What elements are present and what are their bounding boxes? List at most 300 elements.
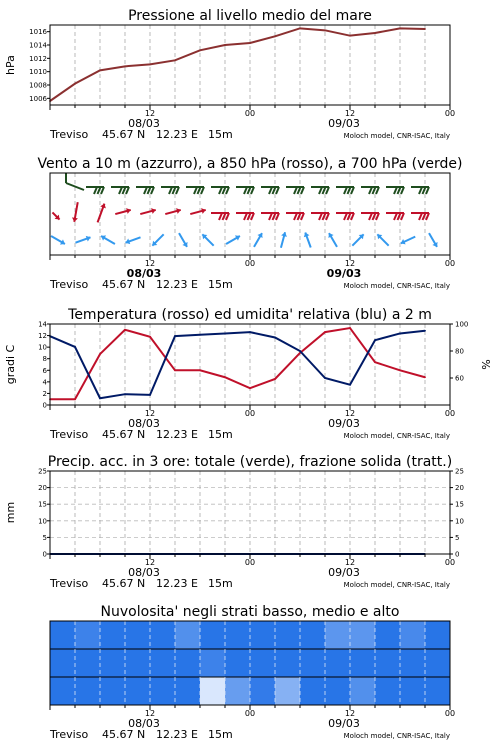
barb-flag [276, 213, 279, 220]
barb-flag [394, 187, 397, 194]
location-alt: 15m [208, 128, 233, 141]
cloud-cell-basso [75, 677, 100, 705]
chart-title-4: Precip. acc. in 3 ore: totale (verde), frazione solida (tratt.) [47, 454, 453, 470]
barb-flag [176, 187, 179, 194]
arrow-850-hpa [52, 212, 59, 219]
data-point [199, 49, 201, 51]
cloud-cell-basso [375, 677, 400, 705]
barb-flag [369, 187, 372, 194]
barb-flag [148, 187, 151, 194]
y-tick-label: 5 [42, 533, 47, 542]
arrow-10-m [101, 235, 115, 244]
y-tick-label: 15 [455, 500, 464, 509]
precip-y-axis-right [450, 468, 464, 559]
date-label: 09/03 [328, 717, 360, 730]
location-lat: 45.67 N [102, 577, 146, 590]
location-lat: 45.67 N [102, 278, 146, 291]
arrow-850-hpa [190, 208, 205, 214]
cloud-cell-alto [300, 621, 325, 649]
precip-y-label: mm [4, 501, 17, 524]
cloud-cell-medio [250, 649, 275, 677]
barb-flag [369, 213, 372, 220]
hour-label: 12 [144, 409, 156, 418]
barb-flag [419, 213, 422, 220]
barb-850-hpa [386, 213, 404, 220]
barb-flag [376, 187, 379, 194]
barb-700-hpa [186, 187, 204, 194]
arrow-10-m [401, 237, 416, 245]
hour-label: 00 [244, 109, 256, 118]
hour-label: 12 [344, 259, 356, 268]
y-tick-label: 25 [455, 467, 464, 476]
y-tick-label: 0 [455, 550, 460, 559]
cloud-cell-medio [125, 649, 150, 677]
barb-700-hpa [86, 187, 104, 194]
cloud-cell-alto [125, 621, 150, 649]
barb-flag [269, 213, 272, 220]
data-point [124, 393, 126, 395]
barb-700-hpa [111, 187, 129, 194]
barb-flag [126, 187, 129, 194]
hour-label: 00 [444, 109, 456, 118]
barb-flag [426, 187, 429, 194]
barb-700-hpa [311, 187, 329, 194]
arrow-10-m [51, 236, 65, 245]
cloud-cell-basso [275, 677, 300, 705]
cloud-cell-alto [75, 621, 100, 649]
cloud-cell-medio [50, 649, 75, 677]
model-credit: Moloch model, CNR-ISAC, Italy [343, 732, 450, 740]
cloud-cell-basso [125, 677, 150, 705]
data-point [224, 44, 226, 46]
cloud-cell-basso [50, 677, 75, 705]
barb-700-hpa [236, 187, 254, 194]
date-label: 09/03 [328, 417, 360, 430]
y-tick-label: 0 [42, 550, 47, 559]
barb-flag [223, 187, 226, 194]
cloud-cell-alto [400, 621, 425, 649]
location-name: Treviso [50, 577, 89, 590]
data-point [324, 377, 326, 379]
data-point [349, 384, 351, 386]
cloud-cell-basso [300, 677, 325, 705]
cloud-cell-alto [425, 621, 450, 649]
barb-flag [98, 187, 101, 194]
cloud-cell-medio [150, 649, 175, 677]
y-tick-label: 80 [455, 347, 464, 356]
vertical-gridlines [75, 25, 425, 105]
barb-flag [169, 187, 172, 194]
barb-850-hpa [311, 213, 329, 220]
location-alt: 15m [208, 577, 233, 590]
barb-700-hpa [261, 187, 279, 194]
arrow-850-hpa [140, 208, 155, 214]
date-label: 08/03 [128, 566, 160, 579]
arrow-850-hpa [165, 208, 180, 214]
hour-label: 12 [144, 259, 156, 268]
arrow-10-m [352, 234, 363, 245]
data-point [74, 83, 76, 85]
y-tick-label: 14 [38, 320, 47, 329]
barb-flag [326, 187, 329, 194]
data-point [99, 353, 101, 355]
cloud-cell-alto [100, 621, 125, 649]
location-lat: 45.67 N [102, 428, 146, 441]
hour-label: 00 [444, 709, 456, 718]
location-name: Treviso [50, 428, 89, 441]
barb-flag [123, 187, 126, 194]
arrow-10-m [281, 232, 287, 247]
pressure-line [50, 28, 425, 101]
barb-flag [398, 187, 401, 194]
hour-label: 12 [344, 109, 356, 118]
barb-flag [276, 187, 279, 194]
y-tick-label: 8 [42, 355, 47, 364]
cloud-cell-alto [325, 621, 350, 649]
wind-barbs [51, 173, 438, 248]
y-tick-label: 0 [42, 401, 47, 410]
cloud-cell-medio [200, 649, 225, 677]
time-axis-4 [49, 554, 455, 590]
humidity-y-label: % [480, 359, 493, 370]
cloud-cell-medio [350, 649, 375, 677]
cloud-cell-alto [200, 621, 225, 649]
y-tick-label: 100 [455, 320, 469, 329]
location-lat: 45.67 N [102, 728, 146, 741]
cloud-cell-medio [300, 649, 325, 677]
hour-label: 00 [244, 409, 256, 418]
cloud-cell-medio [400, 649, 425, 677]
barb-flag [101, 187, 104, 194]
y-tick-label: 60 [455, 374, 464, 383]
hour-label: 00 [244, 558, 256, 567]
y-tick-label: 1016 [29, 28, 47, 37]
y-tick-label: 12 [38, 332, 47, 341]
arrow-10-m [226, 235, 240, 244]
cloud-cell-medio [225, 649, 250, 677]
y-tick-label: 4 [42, 378, 47, 387]
hour-label: 00 [444, 259, 456, 268]
barb-flag [273, 187, 276, 194]
y-tick-label: 1010 [29, 68, 47, 77]
barb-850-hpa [211, 213, 229, 220]
data-point [324, 29, 326, 31]
hour-label: 00 [244, 709, 256, 718]
y-tick-label: 1014 [29, 41, 47, 50]
arrow-10-m [75, 236, 90, 243]
arrow-10-m [377, 234, 388, 245]
y-tick-label: 6 [42, 366, 47, 375]
cloud-cell-alto [250, 621, 275, 649]
barb-flag [294, 187, 297, 194]
data-point [399, 333, 401, 335]
location-lon: 12.23 E [156, 428, 198, 441]
barb-flag [194, 187, 197, 194]
cloud-cell-medio [175, 649, 200, 677]
temperature-line-points [49, 327, 426, 400]
barb-850-hpa [361, 213, 379, 220]
cloud-cell-medio [100, 649, 125, 677]
y-tick-label: 1012 [29, 54, 47, 63]
humidity-line [50, 331, 425, 399]
data-point [249, 387, 251, 389]
barb-flag [423, 187, 426, 194]
barb-850-hpa [336, 213, 354, 220]
data-point [299, 27, 301, 29]
barb-flag [326, 213, 329, 220]
cloud-cell-basso [150, 677, 175, 705]
wind-arrow-head [72, 217, 78, 221]
y-tick-label: 25 [38, 467, 47, 476]
cloud-cell-basso [200, 677, 225, 705]
location-lon: 12.23 E [156, 577, 198, 590]
data-point [249, 331, 251, 333]
cloud-cell-alto [225, 621, 250, 649]
arrow-10-m [152, 234, 163, 245]
barb-flag [269, 187, 272, 194]
date-label: 09/03 [326, 267, 362, 280]
arrow-10-m [429, 233, 438, 247]
hour-label: 12 [144, 109, 156, 118]
cloud-cell-basso [175, 677, 200, 705]
time-axis-5 [49, 705, 455, 741]
location-lat: 45.67 N [102, 128, 146, 141]
hour-label: 12 [144, 558, 156, 567]
arrow-850-hpa [115, 208, 130, 214]
arrow-10-m [125, 237, 140, 244]
data-point [274, 337, 276, 339]
barb-700-hpa [361, 187, 379, 194]
cloud-cell-medio [325, 649, 350, 677]
data-point [99, 397, 101, 399]
time-axis-3 [49, 405, 455, 441]
location-lon: 12.23 E [156, 128, 198, 141]
y-tick-label: 10 [38, 343, 47, 352]
cloud-cell-medio [275, 649, 300, 677]
data-point [424, 28, 426, 30]
barb-flag [173, 187, 176, 194]
date-label: 08/03 [128, 717, 160, 730]
barb-700-hpa [411, 187, 429, 194]
cloud-cell-alto [175, 621, 200, 649]
cloud-cell-basso [425, 677, 450, 705]
cloud-cell-basso [250, 677, 275, 705]
barb-flag [373, 187, 376, 194]
arrow-850-hpa [98, 204, 106, 223]
y-tick-label: 20 [38, 484, 47, 493]
arrow-10-m [179, 233, 188, 247]
hour-label: 12 [144, 709, 156, 718]
barb-flag [376, 213, 379, 220]
chart-title-1: Pressione al livello medio del mare [128, 8, 372, 24]
barb-700-hpa [211, 187, 229, 194]
data-point [299, 350, 301, 352]
hour-label: 12 [344, 709, 356, 718]
location-lon: 12.23 E [156, 278, 198, 291]
cloud-cell-basso [100, 677, 125, 705]
barb-flag [426, 213, 429, 220]
barb-flag [226, 187, 229, 194]
cloud-cell-basso [325, 677, 350, 705]
time-axis-2 [49, 255, 455, 291]
data-point [149, 63, 151, 65]
arrow-10-m [202, 234, 213, 245]
arrow-10-m [254, 233, 263, 247]
barb-850-hpa [286, 213, 304, 220]
barb-flag [244, 213, 247, 220]
temperature-y-label: gradi C [4, 344, 17, 385]
vertical-gridlines [75, 471, 425, 554]
cloud-cell-medio [425, 649, 450, 677]
barb-flag [401, 187, 404, 194]
barb-850-hpa [411, 213, 429, 220]
barb-flag [344, 213, 347, 220]
model-credit: Moloch model, CNR-ISAC, Italy [343, 132, 450, 140]
data-point [74, 346, 76, 348]
y-tick-label: 1006 [29, 94, 47, 103]
location-alt: 15m [208, 278, 233, 291]
cloud-cell-alto [275, 621, 300, 649]
barb-flag [301, 187, 304, 194]
data-point [274, 35, 276, 37]
cloud-cell-alto [375, 621, 400, 649]
barb-flag [294, 213, 297, 220]
barb-flag [119, 187, 122, 194]
cloud-cell-basso [225, 677, 250, 705]
data-point [374, 361, 376, 363]
date-label: 09/03 [328, 117, 360, 130]
data-point [224, 333, 226, 335]
hour-label: 12 [344, 409, 356, 418]
barb-flag [151, 187, 154, 194]
barb-flag [351, 213, 354, 220]
location-name: Treviso [50, 128, 89, 141]
data-point [224, 376, 226, 378]
barb-flag [226, 213, 229, 220]
location-alt: 15m [208, 728, 233, 741]
barb-flag [401, 213, 404, 220]
barb-flag [244, 187, 247, 194]
barb-flag [419, 187, 422, 194]
data-point [399, 369, 401, 371]
model-credit: Moloch model, CNR-ISAC, Italy [343, 432, 450, 440]
barb-flag [94, 187, 97, 194]
barb-flag [219, 187, 222, 194]
barb-flag [198, 187, 201, 194]
data-point [149, 394, 151, 396]
data-point [349, 327, 351, 329]
barb-850-hpa [236, 213, 254, 220]
arrow-10-m [304, 232, 311, 247]
y-tick-label: 1008 [29, 81, 47, 90]
pressure-line-points [49, 27, 426, 101]
barb-flag [323, 187, 326, 194]
cloud-cell-medio [75, 649, 100, 677]
data-point [374, 339, 376, 341]
model-credit: Moloch model, CNR-ISAC, Italy [343, 282, 450, 290]
precip-y-axis-left [38, 468, 50, 559]
cloud-cell-alto [350, 621, 375, 649]
location-name: Treviso [50, 278, 89, 291]
chart-title-3: Temperatura (rosso) ed umidita' relativa (blu) a 2 m [68, 307, 432, 323]
barb-flag [394, 213, 397, 220]
barb-700-hpa [161, 187, 179, 194]
date-label: 09/03 [328, 566, 360, 579]
barb-700-hpa [136, 187, 154, 194]
data-point [374, 32, 376, 34]
data-point [99, 69, 101, 71]
date-label: 08/03 [126, 267, 162, 280]
barb-700-hpa [336, 187, 354, 194]
data-point [249, 42, 251, 44]
barb-flag [319, 213, 322, 220]
barb-flag [344, 187, 347, 194]
barb-flag [219, 213, 222, 220]
y-tick-label: 5 [455, 533, 460, 542]
location-lon: 12.23 E [156, 728, 198, 741]
hour-label: 12 [344, 558, 356, 567]
hour-label: 00 [244, 259, 256, 268]
data-point [274, 378, 276, 380]
data-point [124, 65, 126, 67]
chart-title-5: Nuvolosita' negli strati basso, medio e alto [100, 604, 400, 620]
date-label: 08/03 [128, 117, 160, 130]
humidity-line-points [49, 330, 426, 399]
barb-flag [319, 187, 322, 194]
barb-flag [251, 187, 254, 194]
location-name: Treviso [50, 728, 89, 741]
temperature-line [50, 328, 425, 399]
chart-title-2: Vento a 10 m (azzurro), a 850 hPa (rosso), a 700 hPa (verde) [37, 156, 463, 172]
data-point [174, 369, 176, 371]
data-point [324, 331, 326, 333]
data-point [74, 398, 76, 400]
cloud-cell-alto [50, 621, 75, 649]
barb-flag [144, 187, 147, 194]
hour-label: 00 [444, 409, 456, 418]
date-label: 08/03 [128, 417, 160, 430]
cloud-cell-basso [350, 677, 375, 705]
barb-flag [348, 187, 351, 194]
pressure-y-label: hPa [4, 55, 17, 75]
data-point [174, 335, 176, 337]
data-point [199, 369, 201, 371]
barb-flag [298, 187, 301, 194]
barb-flag [248, 187, 251, 194]
y-tick-label: 20 [455, 484, 464, 493]
barb-flag [301, 213, 304, 220]
data-point [124, 329, 126, 331]
model-credit: Moloch model, CNR-ISAC, Italy [343, 581, 450, 589]
humidity-y-axis-right [450, 321, 468, 383]
temperature-y-axis-left [38, 321, 50, 410]
pressure-y-axis-left [29, 28, 50, 103]
y-tick-label: 10 [455, 517, 464, 526]
data-point [424, 376, 426, 378]
vertical-gridlines [75, 324, 425, 405]
data-point [424, 330, 426, 332]
barb-flag [351, 187, 354, 194]
data-point [174, 59, 176, 61]
y-tick-label: 15 [38, 500, 47, 509]
data-point [149, 336, 151, 338]
barb-700-hpa [286, 187, 304, 194]
barb-700-hpa [386, 187, 404, 194]
y-tick-label: 10 [38, 517, 47, 526]
time-axis-1 [49, 105, 455, 141]
location-alt: 15m [208, 428, 233, 441]
barb-flag [251, 213, 254, 220]
